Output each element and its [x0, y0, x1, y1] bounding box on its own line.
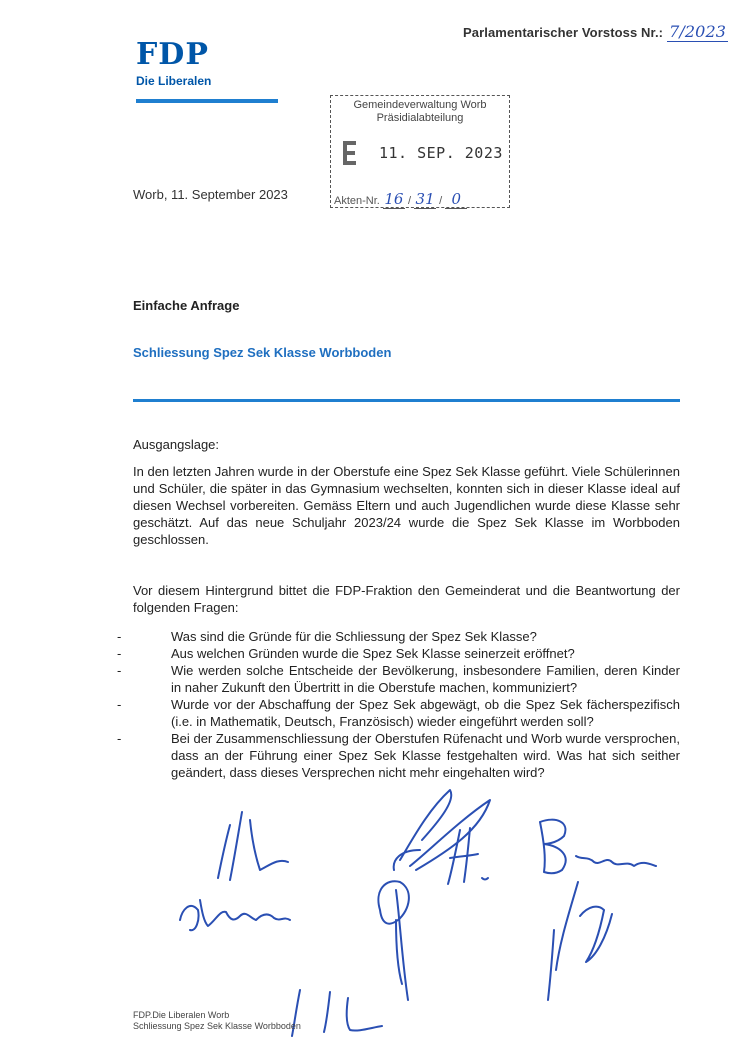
subject-divider: [133, 399, 680, 402]
signature-1: [218, 812, 288, 880]
footer: [133, 1010, 301, 1032]
document-type: Einfache Anfrage: [133, 298, 240, 313]
signature-6: [548, 882, 612, 1000]
stamp-e-mark-icon: [343, 141, 356, 165]
vorstoss-number-handwritten: 7/2023: [669, 22, 727, 41]
question-item: - Was sind die Gründe für die Schliessung der Spez Sek Klasse?: [133, 628, 680, 645]
logo-tagline: Die Liberalen: [136, 74, 212, 88]
stamp-akten-c: 0: [451, 190, 462, 208]
fdp-logo: [136, 37, 212, 88]
stamp-file-number: Akten-Nr. 16 / 31 / 0: [334, 190, 467, 209]
logo-name: FDP: [136, 37, 209, 72]
question-list: [133, 628, 680, 781]
question-item: - Aus welchen Gründen wurde die Spez Sek Klasse seinerzeit eröffnet?: [133, 645, 680, 662]
signature-5: [540, 820, 656, 874]
question-item: - Wurde vor der Abschaffung der Spez Sek abgewägt, ob die Spez Sek fächerspezifisch (i.e. in Mathematik, Deutsch, Französisch) wieder eingeführt werden soll?: [133, 696, 680, 730]
stamp-akten-label: Akten-Nr.: [334, 195, 380, 207]
signature-4: [448, 828, 488, 884]
footer-line-2: Schliessung Spez Sek Klasse Worbboden: [133, 1021, 301, 1031]
stamp-akten-a: 16: [384, 190, 404, 208]
situation-label: Ausgangslage:: [133, 437, 220, 452]
intro-paragraph: Vor diesem Hintergrund bittet die FDP-Fraktion den Gemeinderat und die Beantwortung der folgenden Fragen:: [133, 583, 680, 615]
stamp-akten-b: 31: [415, 190, 435, 208]
signature-2: [180, 900, 290, 930]
signatures: [160, 770, 680, 1040]
receipt-stamp: [330, 95, 510, 208]
footer-line-1: FDP.Die Liberalen Worb: [133, 1010, 230, 1020]
vorstoss-number: [463, 22, 728, 41]
stamp-department: Präsidialabteilung: [376, 112, 464, 124]
stamp-date: 11. SEP. 2023: [379, 144, 503, 162]
place-date: Worb, 11. September 2023: [133, 187, 288, 202]
document-subject: Schliessung Spez Sek Klasse Worbboden: [133, 345, 392, 360]
stamp-office: Gemeindeverwaltung Worb: [353, 99, 487, 111]
logo-underline: [136, 99, 278, 103]
signature-7: [292, 990, 382, 1036]
context-paragraph: In den letzten Jahren wurde in der Oberstufe eine Spez Sek Klasse geführt. Viele Schülerinnen und Schüler, die später in das Gymnasium wechselten, konnten sich in dieser Klasse ideal auf diesen Wechsel vorbereiten. Gemäss Eltern und auch Jugendlichen wurde diese Klasse sehr geschätzt. Auf das neue Schuljahr 2023/24 wurde die Spez Sek Klasse im Worbboden geschlossen.: [133, 464, 680, 547]
question-item: - Bei der Zusammenschliessung der Oberstufen Rüfenacht und Worb wurde versprochen, dass an der Führung einer Spez Sek Klasse festgehalten wird. Was hat sich seither geändert, dass dieses Versprechen nicht mehr eingehalten wird?: [133, 730, 680, 781]
question-item: - Wie werden solche Entscheide der Bevölkerung, insbesondere Familien, deren Kinder in naher Zukunft den Übertritt in die Oberstufe machen, kommuniziert?: [133, 662, 680, 696]
vorstoss-label: Parlamentarischer Vorstoss Nr.:: [463, 25, 664, 40]
